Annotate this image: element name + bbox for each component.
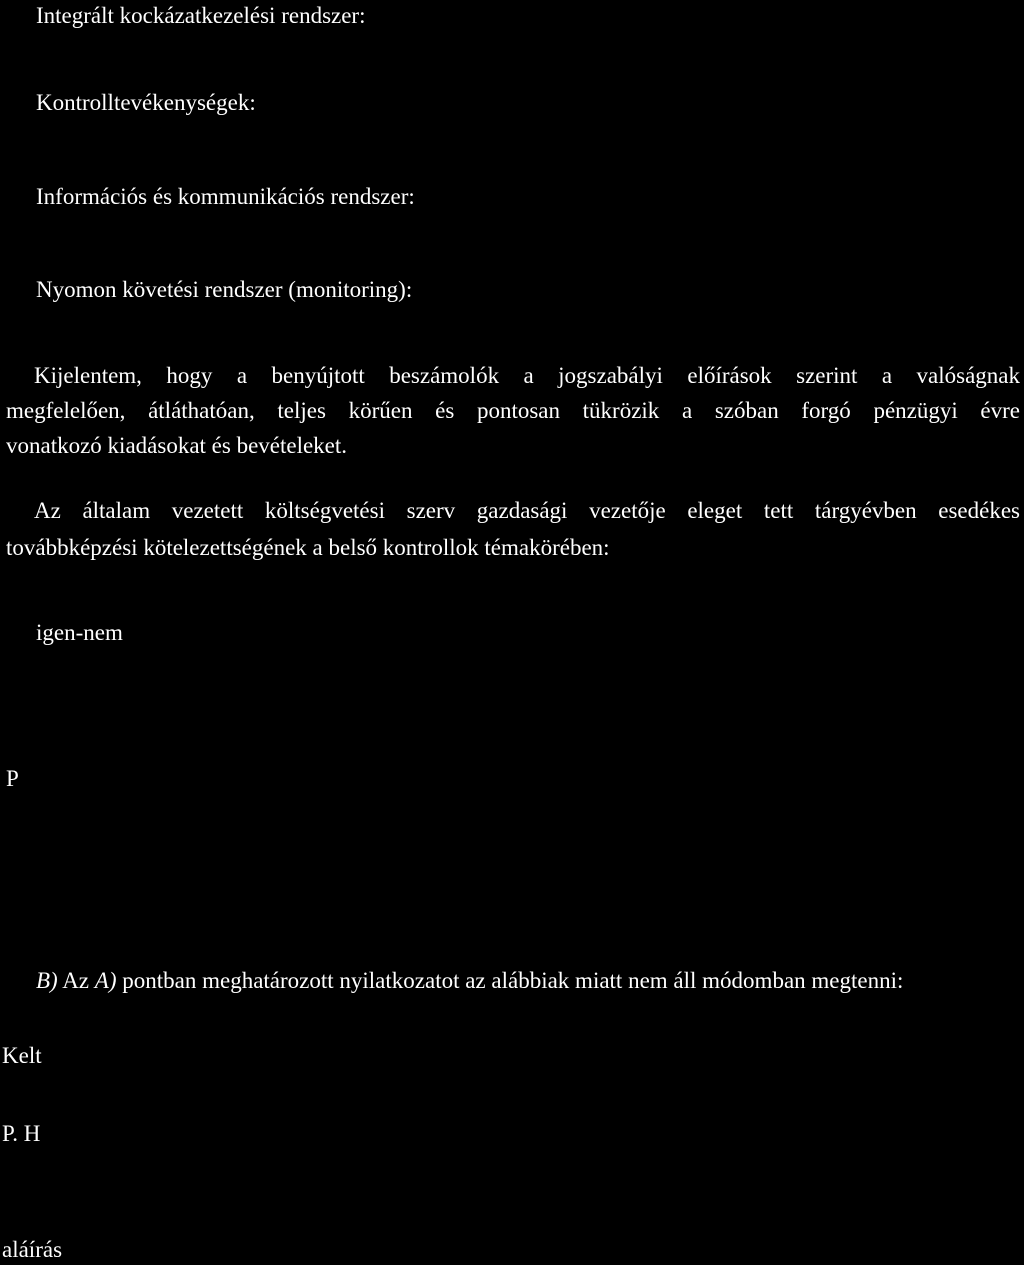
section-b-text-before: Az [57,968,95,993]
heading-risk-management: Integrált kockázatkezelési rendszer: [36,3,366,28]
declaration-line-1: Kijelentem, hogy a benyújtott beszámolók a jogszabályi előírások szerint a valóságnak [34,363,1020,388]
date-label: Kelt [2,1043,42,1068]
heading-info-comm: Információs és kommunikációs rendszer: [36,184,415,209]
declaration-line-3: vonatkozó kiadásokat és bevételeket. [6,432,348,458]
section-a-reference: A) [94,968,117,993]
section-b-line [36,967,903,996]
section-b-label: B) [36,968,58,993]
section-b-text-after: pontban meghatározott nyilatkozatot az alábbiak miatt nem áll módomban megtenni: [116,968,904,993]
training-paragraph [6,497,1022,563]
declaration-line-2: megfelelően, átláthatóan, teljes körűen és pontosan tükrözik a szóban forgó pénzügyi évre [6,397,1020,423]
ph-label: P. H [2,1121,41,1146]
training-line-2: továbbképzési kötelezettségének a belső kontrollok témakörében: [6,534,610,560]
signature-label: aláírás [2,1237,63,1262]
yes-no-choice: igen-nem [36,620,123,645]
heading-monitoring: Nyomon követési rendszer (monitoring): [36,277,413,302]
heading-control-activities: Kontrolltevékenységek: [36,90,256,115]
stamp-letter: P [6,766,19,791]
declaration-paragraph [6,362,1022,460]
training-line-1: Az általam vezetett költségvetési szerv gazdasági vezetője eleget tett tárgyévben esedékes [34,498,1020,523]
